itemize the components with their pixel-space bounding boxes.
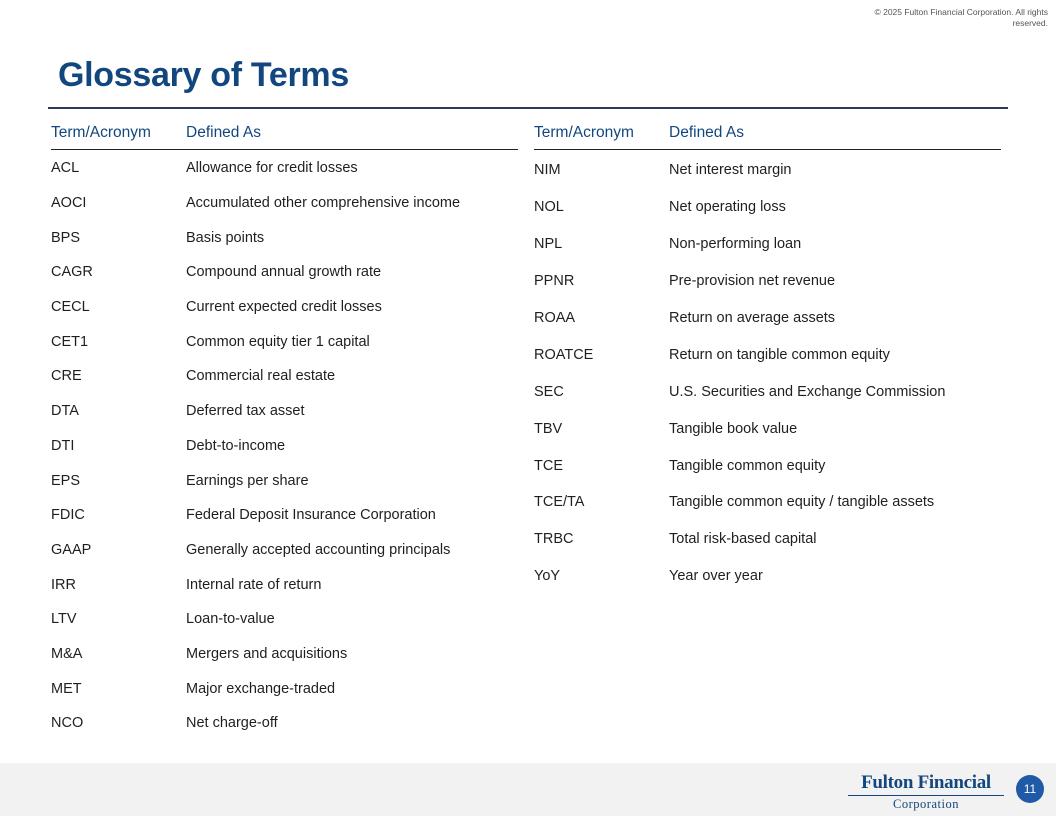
- definition-cell: Return on tangible common equity: [669, 346, 890, 363]
- definition-cell: Generally accepted accounting principals: [186, 541, 451, 558]
- table-row: [51, 220, 518, 255]
- table-row: [534, 373, 1001, 410]
- definition-cell: Allowance for credit losses: [186, 160, 358, 177]
- table-row: [51, 463, 518, 498]
- table-row: [534, 263, 1001, 300]
- term-cell: TCE: [534, 457, 563, 474]
- definition-cell: Mergers and acquisitions: [186, 645, 348, 662]
- term-cell: ROATCE: [534, 346, 594, 363]
- copyright-notice: © 2025 Fulton Financial Corporation. All rights reserved.: [874, 7, 1048, 28]
- term-cell: ROAA: [534, 310, 576, 326]
- table-row: [534, 410, 1001, 447]
- page-number-badge: 11: [1016, 775, 1044, 803]
- table-row: [534, 336, 1001, 373]
- table-row: [534, 521, 1001, 558]
- term-cell: NPL: [534, 236, 563, 253]
- term-cell: M&A: [51, 645, 83, 662]
- table-row: [534, 300, 1001, 337]
- term-cell: DTI: [51, 437, 75, 454]
- term-cell: YoY: [534, 568, 561, 585]
- table-row: [534, 447, 1001, 484]
- definition-cell: Compound annual growth rate: [186, 264, 382, 281]
- table-row: [534, 226, 1001, 263]
- table-row: [51, 255, 518, 290]
- table-row: [51, 186, 518, 221]
- table-row: [51, 498, 518, 533]
- definition-cell: Earnings per share: [186, 472, 309, 489]
- table-row: [51, 290, 518, 325]
- definition-cell: Tangible common equity / tangible assets: [669, 494, 935, 511]
- term-cell: FDIC: [51, 507, 85, 524]
- definition-cell: Loan-to-value: [186, 611, 275, 628]
- fulton-financial-logo: [848, 773, 1004, 811]
- term-cell: NOL: [534, 199, 564, 216]
- term-cell: CET1: [51, 333, 89, 350]
- glossary-table-right: [534, 116, 1001, 595]
- definition-cell: Current expected credit losses: [186, 299, 382, 316]
- header-definition: Defined As: [669, 124, 744, 141]
- definition-cell: Net interest margin: [669, 162, 792, 179]
- term-cell: TRBC: [534, 531, 574, 548]
- term-cell: EPS: [51, 472, 81, 489]
- glossary-table-left: [51, 116, 518, 741]
- definition-cell: Accumulated other comprehensive income: [186, 195, 461, 212]
- logo-wordmark-top: Fulton Financial: [848, 773, 1004, 796]
- table-row: [51, 429, 518, 464]
- term-cell: IRR: [51, 576, 76, 593]
- table-row: [534, 484, 1001, 521]
- term-cell: NCO: [51, 715, 84, 732]
- table-row: [51, 324, 518, 359]
- term-cell: BPS: [51, 229, 81, 246]
- table-row: [51, 359, 518, 394]
- title-divider: [48, 107, 1008, 109]
- term-cell: TBV: [534, 420, 563, 437]
- term-cell: LTV: [51, 611, 77, 628]
- definition-cell: Deferred tax asset: [186, 403, 305, 420]
- table-body-right: [534, 150, 1001, 595]
- definition-cell: Tangible book value: [669, 420, 798, 437]
- definition-cell: Year over year: [669, 568, 763, 585]
- table-row: [534, 152, 1001, 189]
- term-cell: CRE: [51, 368, 82, 385]
- table-row: [51, 151, 518, 186]
- definition-cell: Basis points: [186, 229, 265, 246]
- term-cell: CAGR: [51, 264, 93, 281]
- table-row: [534, 189, 1001, 226]
- table-row: [51, 706, 518, 741]
- term-cell: TCE/TA: [534, 494, 585, 511]
- term-cell: MET: [51, 680, 82, 697]
- page-title: Glossary of Terms: [58, 56, 349, 94]
- definition-cell: Non-performing loan: [669, 236, 802, 253]
- definition-cell: Debt-to-income: [186, 437, 286, 454]
- definition-cell: Pre-provision net revenue: [669, 273, 836, 290]
- table-header-right: [534, 116, 1001, 150]
- definition-cell: Common equity tier 1 capital: [186, 333, 370, 350]
- footer-bar: [0, 763, 1056, 816]
- term-cell: GAAP: [51, 541, 92, 558]
- definition-cell: Return on average assets: [669, 310, 836, 326]
- header-term: Term/Acronym: [51, 124, 151, 141]
- term-cell: AOCI: [51, 195, 87, 212]
- table-header-left: [51, 116, 518, 150]
- table-row: [51, 637, 518, 672]
- term-cell: CECL: [51, 299, 90, 316]
- table-row: [51, 394, 518, 429]
- definition-cell: Net charge-off: [186, 715, 278, 732]
- header-definition: Defined As: [186, 124, 261, 141]
- term-cell: PPNR: [534, 273, 575, 290]
- table-row: [534, 558, 1001, 595]
- table-row: [51, 533, 518, 568]
- table-row: [51, 602, 518, 637]
- definition-cell: Commercial real estate: [186, 368, 336, 385]
- table-body-left: [51, 150, 518, 741]
- table-row: [51, 671, 518, 706]
- term-cell: ACL: [51, 160, 80, 177]
- logo-wordmark-bottom: Corporation: [893, 797, 959, 811]
- header-term: Term/Acronym: [534, 124, 634, 141]
- definition-cell: Major exchange-traded: [186, 680, 336, 697]
- definition-cell: Total risk-based capital: [669, 531, 817, 548]
- definition-cell: Internal rate of return: [186, 576, 322, 593]
- table-row: [51, 567, 518, 602]
- term-cell: SEC: [534, 383, 564, 400]
- definition-cell: Net operating loss: [669, 199, 786, 216]
- term-cell: DTA: [51, 403, 79, 420]
- term-cell: NIM: [534, 162, 561, 179]
- definition-cell: Federal Deposit Insurance Corporation: [186, 507, 436, 524]
- definition-cell: U.S. Securities and Exchange Commission: [669, 383, 946, 400]
- definition-cell: Tangible common equity: [669, 457, 826, 474]
